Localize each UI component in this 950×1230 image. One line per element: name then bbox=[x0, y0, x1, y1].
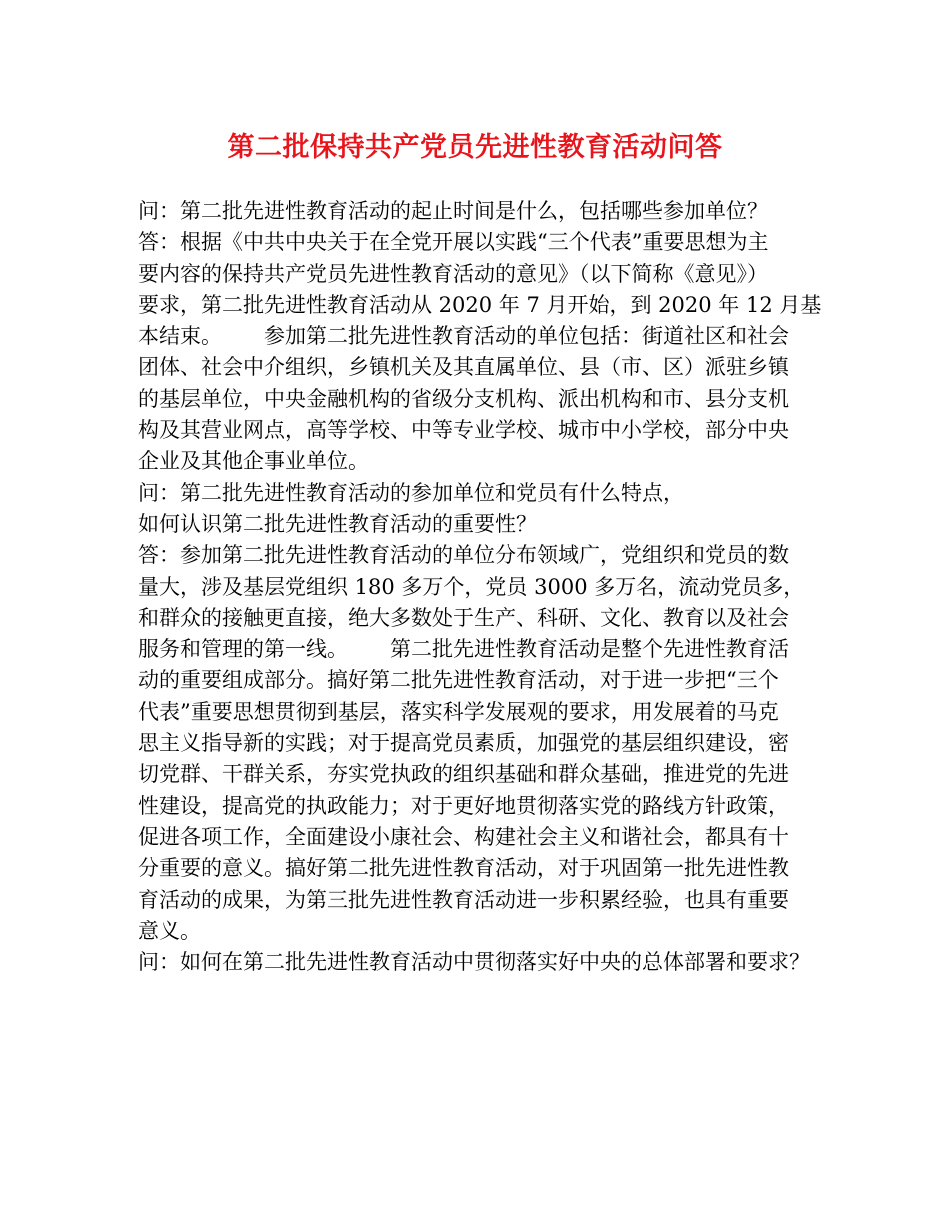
text-line: 要内容的保持共产党员先进性教育活动的意见》（以下简称《意见》） bbox=[138, 261, 768, 286]
text-line: 答：根据《中共中央关于在全党开展以实践“三个代表”重要思想为主 bbox=[138, 230, 769, 255]
text-segment: 服务和管理的第一线。 bbox=[138, 637, 348, 662]
text-line: 代表”重要思想贯彻到基层，落实科学发展观的要求，用发展着的马克 bbox=[138, 699, 779, 724]
text-line: 切党群、干群关系，夯实党执政的组织基础和群众基础，推进党的先进 bbox=[138, 762, 789, 787]
text-line: 育活动的成果，为第三批先进性教育活动进一步积累经验，也具有重要 bbox=[138, 887, 789, 912]
text-line: 问：如何在第二批先进性教育活动中贯彻落实好中央的总体部署和要求？ bbox=[138, 950, 810, 975]
text-segment: 第二批先进性教育活动是整个先进性教育活 bbox=[390, 637, 789, 662]
text-line: 思主义指导新的实践；对于提高党员素质，加强党的基层组织建设，密 bbox=[138, 731, 789, 756]
text-line: 和群众的接触更直接，绝大多数处于生产、科研、文化、教育以及社会 bbox=[138, 605, 789, 630]
text-line: 团体、社会中介组织，乡镇机关及其直属单位、县（市、区）派驻乡镇 bbox=[138, 355, 789, 380]
text-line: 问：第二批先进性教育活动的参加单位和党员有什么特点， bbox=[138, 480, 684, 505]
document-title: 第二批保持共产党员先进性教育活动问答 bbox=[227, 132, 723, 163]
text-line: 促进各项工作，全面建设小康社会、构建社会主义和谐社会，都具有十 bbox=[138, 824, 789, 849]
text-segment: 参加第二批先进性教育活动的单位包括：街道社区和社会 bbox=[264, 324, 789, 349]
text-line: 构及其营业网点，高等学校、中等专业学校、城市中小学校，部分中央 bbox=[138, 418, 789, 443]
text-line: 的基层单位，中央金融机构的省级分支机构、派出机构和市、县分支机 bbox=[138, 386, 789, 411]
text-line: 意义。 bbox=[138, 918, 201, 943]
text-line bbox=[138, 634, 828, 665]
text-line: 性建设，提高党的执政能力；对于更好地贯彻落实党的路线方针政策， bbox=[138, 793, 789, 818]
text-line: 分重要的意义。搞好第二批先进性教育活动，对于巩固第一批先进性教 bbox=[138, 856, 789, 881]
document-body bbox=[138, 196, 828, 978]
text-line: 企业及其他企事业单位。 bbox=[138, 449, 369, 474]
text-line bbox=[138, 321, 828, 352]
text-line: 如何认识第二批先进性教育活动的重要性？ bbox=[138, 511, 537, 536]
text-line: 答：参加第二批先进性教育活动的单位分布领域广，党组织和党员的数 bbox=[138, 543, 789, 568]
text-line: 量大，涉及基层党组织 180 多万个，党员 3000 多万名，流动党员多， bbox=[138, 574, 805, 599]
text-line: 动的重要组成部分。搞好第二批先进性教育活动，对于进一步把“三个 bbox=[138, 668, 779, 693]
text-segment: 本结束。 bbox=[138, 324, 222, 349]
text-line: 要求，第二批先进性教育活动从 2020 年 7 月开始，到 2020 年 12 月基 bbox=[138, 292, 822, 317]
text-line: 问：第二批先进性教育活动的起止时间是什么，包括哪些参加单位？ bbox=[138, 199, 768, 223]
